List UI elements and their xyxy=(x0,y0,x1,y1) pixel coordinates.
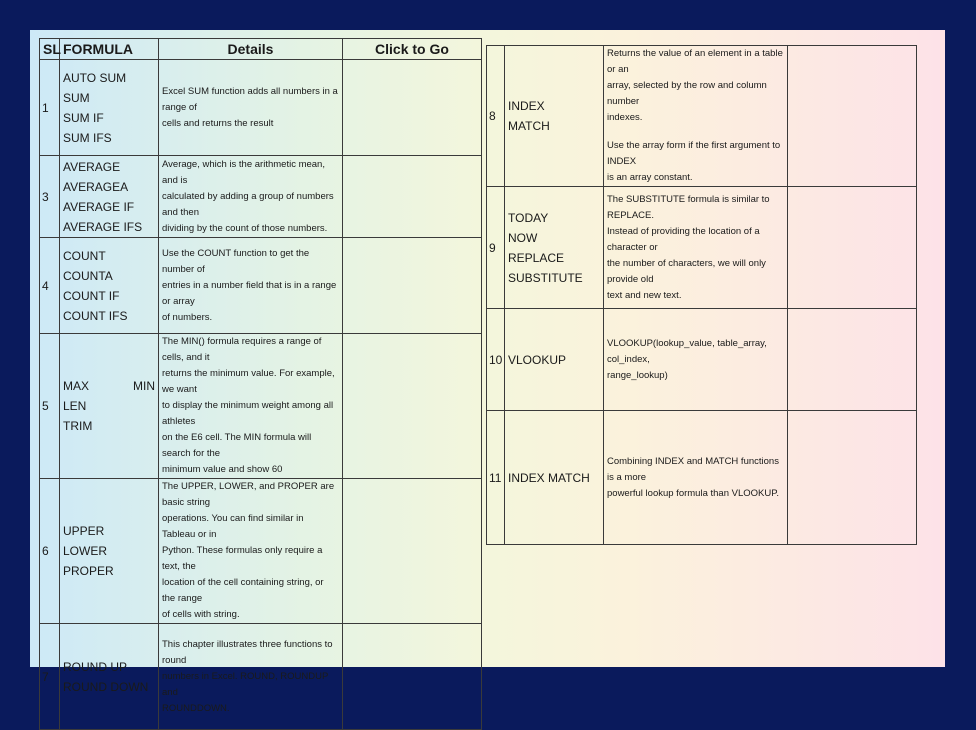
row-click-to-go-cell[interactable] xyxy=(343,238,482,334)
details-text: to display the minimum weight among all athletes xyxy=(162,400,334,427)
details-text: Python. These formulas only require a text, the xyxy=(162,545,323,572)
details-text: The UPPER, LOWER, and PROPER are basic string xyxy=(162,481,335,508)
formula-name: LOWER xyxy=(63,544,108,558)
header-formula: FORMULA xyxy=(60,39,159,60)
row-details-cell xyxy=(604,309,788,411)
header-sl: SL xyxy=(40,39,60,60)
details-text: range_lookup) xyxy=(607,369,668,381)
row-formula-cell xyxy=(60,60,159,156)
details-text: The MIN() formula requires a range of cells, and it xyxy=(162,336,322,363)
formula-name: SUBSTITUTE xyxy=(508,270,583,285)
row-formula-cell xyxy=(505,187,604,309)
row-click-to-go-cell[interactable] xyxy=(343,479,482,624)
row-formula-cell xyxy=(60,238,159,334)
formula-name: AVERAGE IFS xyxy=(63,219,143,234)
spreadsheet-image xyxy=(30,30,945,714)
details-text: Returns the value of an element in a table or an xyxy=(607,48,783,75)
row-sl-number: 7 xyxy=(40,624,60,730)
details-text: Combining INDEX and MATCH functions is a more xyxy=(607,455,779,483)
formula-name: COUNT IF xyxy=(63,288,120,303)
header-row xyxy=(40,39,482,60)
table-row xyxy=(40,479,482,624)
formula-name: LEN xyxy=(63,399,87,413)
header-click-to-go: Click to Go xyxy=(343,39,482,60)
formula-name: MIN xyxy=(133,379,155,393)
details-text: ROUNDDOWN. xyxy=(162,702,230,714)
details-text: the number of characters, we will only provide old xyxy=(607,257,766,285)
formula-name: ROUND DOWN xyxy=(63,679,149,694)
table-row xyxy=(487,309,917,411)
details-text: indexes. xyxy=(607,112,643,123)
header-details: Details xyxy=(159,39,343,60)
row-sl-number: 10 xyxy=(487,309,505,411)
formula-name: AVERAGE IF xyxy=(63,199,135,214)
formula-name: AVERAGEA xyxy=(63,179,129,194)
formula-name: MAX xyxy=(63,379,90,393)
row-click-to-go-cell[interactable] xyxy=(788,46,917,187)
row-formula-cell xyxy=(505,411,604,545)
formula-name: UPPER xyxy=(63,524,105,538)
row-sl-number: 11 xyxy=(487,411,505,545)
formula-name: AUTO SUM xyxy=(63,70,127,85)
row-click-to-go-cell[interactable] xyxy=(343,624,482,730)
details-text: text and new text. xyxy=(607,289,682,301)
row-click-to-go-cell[interactable] xyxy=(788,411,917,545)
formula-name: ROUND UP xyxy=(63,659,128,674)
details-text: Average, which is the arithmetic mean, and is xyxy=(162,158,325,186)
details-text: of cells with string. xyxy=(162,609,240,620)
row-details-cell xyxy=(159,238,343,334)
row-formula-cell xyxy=(60,334,159,479)
table-row xyxy=(487,187,917,309)
formula-name: AVERAGE xyxy=(63,159,121,174)
row-sl-number: 4 xyxy=(40,238,60,334)
formula-name: COUNTA xyxy=(63,268,113,283)
formula-name: COUNT xyxy=(63,248,106,263)
table-row xyxy=(487,46,917,187)
row-details-cell xyxy=(159,479,343,624)
details-text: cells and returns the result xyxy=(162,117,274,129)
details-text: location of the cell containing string, or the range xyxy=(162,577,324,604)
row-sl-number: 1 xyxy=(40,60,60,156)
details-text: Excel SUM function adds all numbers in a range of xyxy=(162,85,338,113)
row-formula-cell xyxy=(60,479,159,624)
row-details-cell xyxy=(604,411,788,545)
formula-name: TRIM xyxy=(63,419,93,433)
details-text: operations. You can find similar in Tableau or in xyxy=(162,513,304,540)
formula-name: INDEX MATCH xyxy=(508,470,590,485)
details-text: Instead of providing the location of a character or xyxy=(607,225,760,253)
row-sl-number: 8 xyxy=(487,46,505,187)
details-text: of numbers. xyxy=(162,311,213,323)
row-formula-cell xyxy=(60,156,159,238)
formula-name: TODAY xyxy=(508,210,549,225)
formula-table-left xyxy=(39,38,482,730)
row-sl-number: 3 xyxy=(40,156,60,238)
formula-name: SUM IFS xyxy=(63,130,112,145)
details-text: entries in a number field that is in a range or array xyxy=(162,279,337,307)
details-text: numbers in Excel. ROUND, ROUNDUP and xyxy=(162,670,329,698)
details-text: is an array constant. xyxy=(607,172,693,183)
row-click-to-go-cell[interactable] xyxy=(788,309,917,411)
details-text: on the E6 cell. The MIN formula will search for the xyxy=(162,432,312,459)
details-text: array, selected by the row and column number xyxy=(607,80,767,107)
table-row xyxy=(40,156,482,238)
row-details-cell xyxy=(159,156,343,238)
row-formula-cell xyxy=(60,624,159,730)
row-details-cell xyxy=(159,624,343,730)
details-spacer xyxy=(607,126,784,138)
formula-name: INDEX xyxy=(508,99,545,113)
table-row xyxy=(40,60,482,156)
details-text: minimum value and show 60 xyxy=(162,464,283,475)
formula-name: COUNT IFS xyxy=(63,308,128,323)
row-formula-cell xyxy=(505,46,604,187)
formula-name: NOW xyxy=(508,230,538,245)
formula-name: VLOOKUP xyxy=(508,352,567,367)
row-details-cell xyxy=(159,60,343,156)
row-details-cell xyxy=(604,46,788,187)
row-formula-cell xyxy=(505,309,604,411)
row-sl-number: 5 xyxy=(40,334,60,479)
row-click-to-go-cell[interactable] xyxy=(343,60,482,156)
row-details-cell xyxy=(604,187,788,309)
details-text: The SUBSTITUTE formula is similar to REPLACE. xyxy=(607,193,770,221)
row-click-to-go-cell[interactable] xyxy=(788,187,917,309)
details-text: calculated by adding a group of numbers and then xyxy=(162,190,334,218)
formula-name: SUM xyxy=(63,90,90,105)
details-text: returns the minimum value. For example, we want xyxy=(162,368,335,395)
details-text: powerful lookup formula than VLOOKUP. xyxy=(607,487,779,499)
formula-table-right xyxy=(486,45,917,545)
details-text: VLOOKUP(lookup_value, table_array, col_index, xyxy=(607,337,767,365)
table-row xyxy=(40,334,482,479)
table-row xyxy=(40,624,482,730)
row-details-cell xyxy=(159,334,343,479)
formula-name: REPLACE xyxy=(508,250,565,265)
row-click-to-go-cell[interactable] xyxy=(343,156,482,238)
details-text: This chapter illustrates three functions to round xyxy=(162,638,333,666)
formula-name: PROPER xyxy=(63,564,114,578)
table-row xyxy=(40,238,482,334)
row-click-to-go-cell[interactable] xyxy=(343,334,482,479)
details-text: Use the array form if the first argument to INDEX xyxy=(607,140,781,167)
details-text: Use the COUNT function to get the number of xyxy=(162,247,310,275)
formula-name: MATCH xyxy=(508,119,550,133)
row-sl-number: 6 xyxy=(40,479,60,624)
formula-name: SUM IF xyxy=(63,110,104,125)
details-text: dividing by the count of those numbers. xyxy=(162,222,328,234)
row-sl-number: 9 xyxy=(487,187,505,309)
table-row xyxy=(487,411,917,545)
